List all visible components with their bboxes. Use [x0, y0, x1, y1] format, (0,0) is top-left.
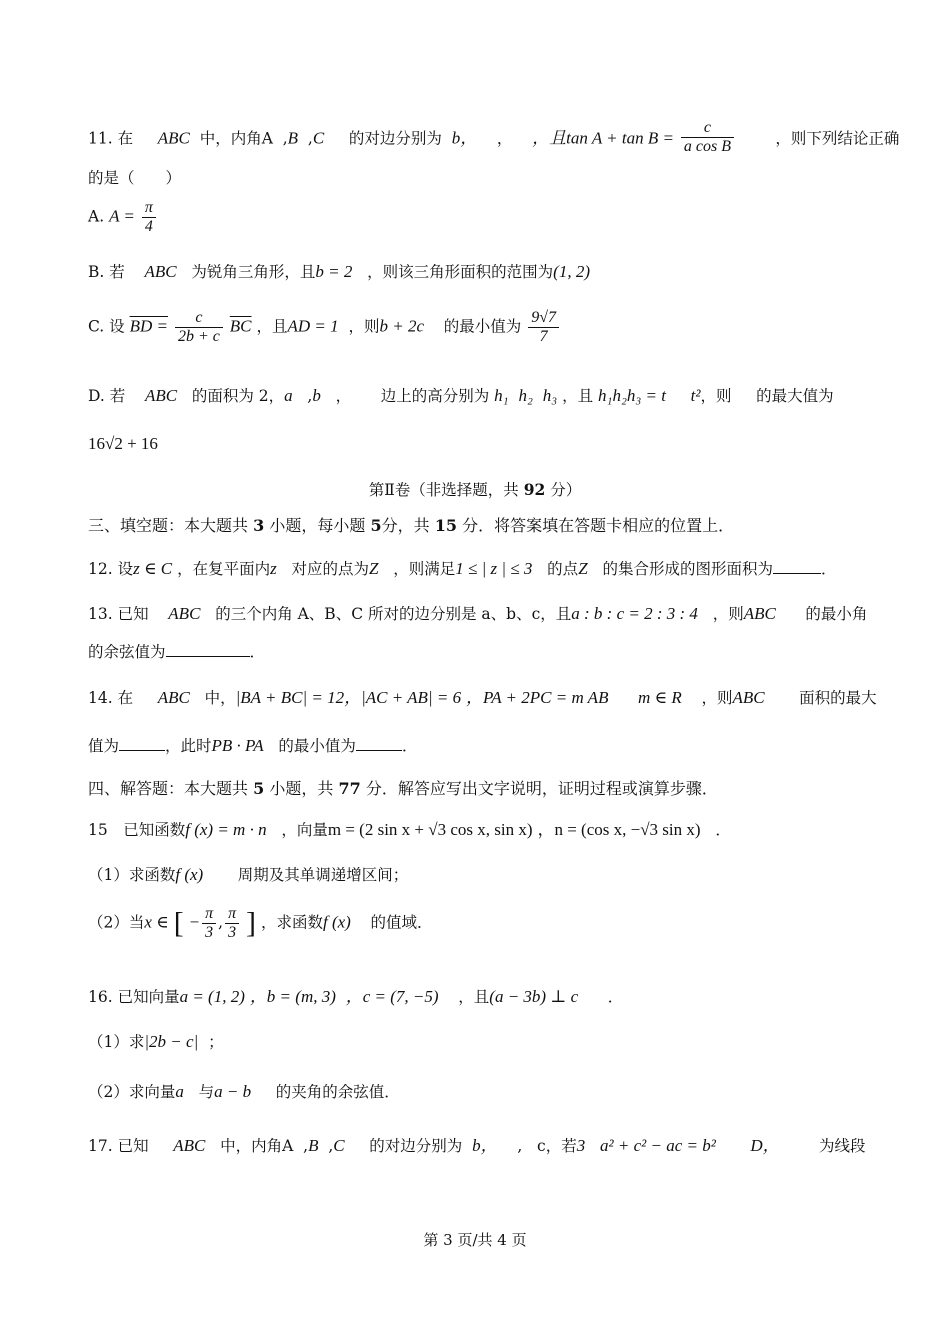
q11-option-d-answer: 16√2 + 16 [88, 434, 158, 453]
part-4-header: 四、解答题：本大题共 5 小题，共 77 分．解答应写出文字说明，证明过程或演算步骤． [88, 779, 718, 798]
q11-option-d: D. 若 ABC 的面积为 2，a ,b ， 边上的高分别为 h₁ h₂ h₃ ，且 h₁h₂h₃ = t t²，则 的最大值为 [88, 386, 834, 405]
q15-part-1: （1）求函数f (x) 周期及其单调递增区间； [88, 865, 409, 884]
q15-part-2: （2）当x ∈ [ − $\frac{\pi}{3}$ , $\frac{\pi}{3}$ ] ，求函数f (x) 的值域． [88, 905, 433, 941]
section-2-title: 第Ⅱ卷（非选择题，共 92 分） [368, 480, 582, 499]
q14-line2: 值为 ，此时PB · PA 的最小值为 ． [88, 736, 418, 755]
q11-line2: 的是（ ） [88, 169, 182, 187]
q14-answer-blank-1[interactable] [119, 736, 165, 751]
page-footer: 第 3 页/共 4 页 [423, 1231, 527, 1249]
q13-line1: 13. 已知 ABC 的三个内角 A、B、C 所对的边分别是 a、b、c，且a : b : c = 2 : 3 : 4 ，则ABC 的最小角 [88, 604, 868, 623]
q14-line1: 14. 在 ABC 中，|BA + BC| = 12，|AC + AB| = 6 ，PA + 2PC = m AB m ∈ R ，则ABC 面积的最大 [88, 688, 877, 707]
q17: 17. 已知 ABC 中，内角A ,B ,C 的对边分别为 b， , c，若3 a² + c² − ac = b² D， 为线段 [88, 1136, 866, 1155]
q13-answer-blank[interactable] [166, 642, 250, 657]
q11-line1: 11. 在 ABC 中，内角A ,B ,C 的对边分别为 b， ， ，且tan A + tan B = $\frac{c}{\text{a cos B}}$ ，则下列结论正确 [88, 119, 900, 155]
q13-line2: 的余弦值为 ． [88, 643, 266, 661]
q14-answer-blank-2[interactable] [356, 736, 402, 751]
q16-part-1: （1）求|2b − c| ； [88, 1032, 224, 1051]
q16-part-2: （2）求向量a 与a − b 的夹角的余弦值． [88, 1082, 400, 1101]
q11-option-a: A. A = $\frac{\pi}{4}$ [88, 199, 158, 236]
q11-option-c: C. 设 BD = $\frac{c}{2b + c}$ $\overline{BC}$ ，且AD = 1 ，则b + 2c 的最小值为 $\frac{9√7}{7}$ [88, 309, 561, 346]
q12: 12. 设z ∈ C ，在复平面内z 对应的点为Z ，则满足1 ≤ | z | ≤ 3 的点Z 的集合形成的图形面积为 ． [88, 559, 837, 578]
q16: 16. 已知向量a = (1, 2) ，b = (m, 3) ，c = (7, −5) ，且(a − 3b) ⊥ c ． [88, 987, 624, 1006]
q15: 15 已知函数f (x) = m · n ，向量m = (2 sin x + √3 cos x, sin x) ，n = (cos x, −√3 sin x) ． [88, 820, 731, 839]
part-3-header: 三、填空题：本大题共 3 小题，每小题 5分，共 15 分．将答案填在答题卡相应的位置上． [88, 516, 735, 535]
q12-answer-blank[interactable] [773, 559, 821, 574]
q11-option-b: B. 若 ABC 为锐角三角形，且b = 2 ，则该三角形面积的范围为(1, 2) [88, 262, 590, 281]
